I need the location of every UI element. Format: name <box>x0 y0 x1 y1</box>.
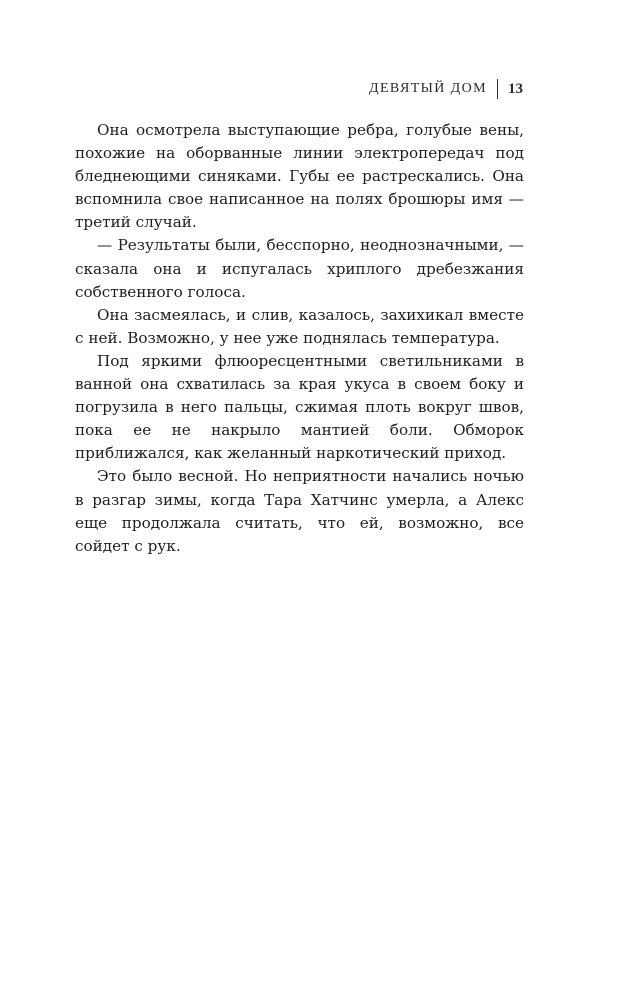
paragraph: Она осмотрела выступающие ребра, голубые вены, похожие на оборванные линии электропередач под бледнеющими синяками. Губы ее растрескались. Она вспомнила свое написанное на полях брошюры имя — третий случай. <box>75 121 524 232</box>
paragraph: — Результаты были, бесспорно, неоднозначными, — сказала она и испугалась хриплого дребезжания собственного голоса. <box>75 236 524 301</box>
running-header <box>369 78 523 100</box>
paragraph: Она засмеялась, и слив, казалось, захихикал вместе с ней. Возможно, у нее уже поднялась температура. <box>75 305 524 347</box>
paragraph: Под яркими флюоресцентными светильниками в ванной она схватилась за края укуса в своем боку и погрузила в него пальцы, сжимая плоть вокруг швов, пока ее не накрыло мантией боли. Обморок приближался, как желанный наркотический приход. <box>75 351 524 463</box>
page-text <box>75 119 524 558</box>
header-divider <box>497 79 498 99</box>
paragraph: Это было весной. Но неприятности начались ночью в разгар зимы, когда Тара Хатчинс умерла, а Алекс еще продолжала считать, что ей, возможно, все сойдет с рук. <box>75 467 524 555</box>
running-header-title: ДЕВЯТЫЙ ДОМ <box>369 81 487 96</box>
page-number: 13 <box>508 80 523 97</box>
